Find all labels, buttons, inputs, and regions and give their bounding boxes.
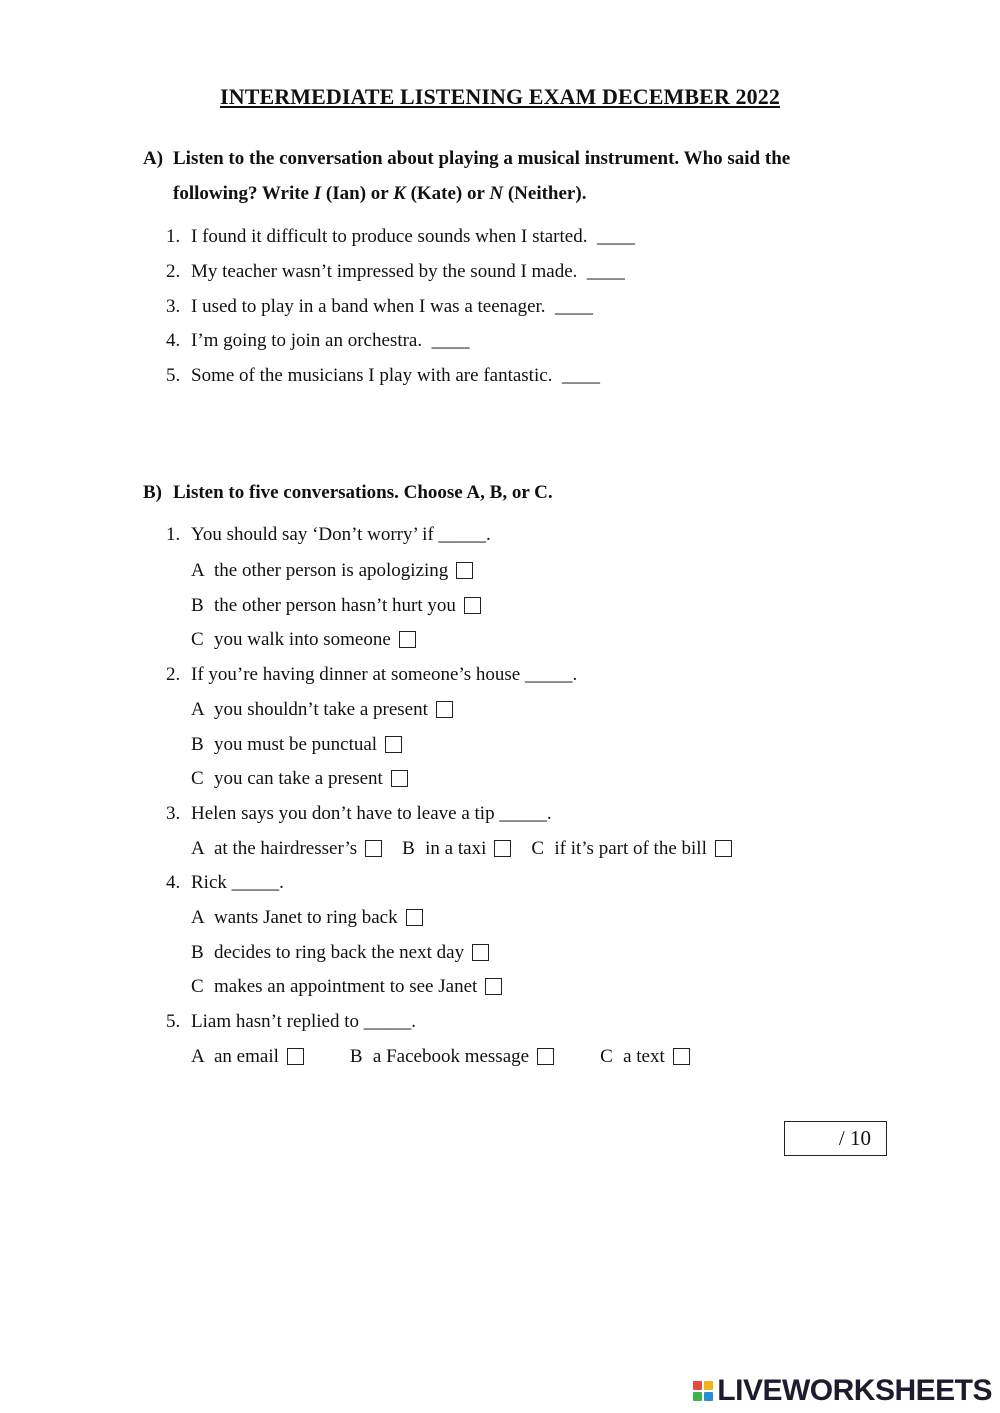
option-letter: C — [191, 976, 204, 997]
question-number: 5. — [166, 1011, 181, 1032]
question-text: You should say ‘Don’t worry’ if _____. — [191, 524, 491, 545]
checkbox[interactable] — [406, 909, 423, 926]
checkbox[interactable] — [485, 978, 502, 995]
option-text: wants Janet to ring back — [214, 907, 398, 928]
question-text: Helen says you don’t have to leave a tip _____. — [191, 803, 552, 824]
b-q4-option-c — [191, 976, 502, 998]
option-text: makes an appointment to see Janet — [214, 976, 478, 997]
a-item-4 — [166, 330, 470, 352]
question-number: 2. — [166, 664, 181, 685]
option-letter: C — [531, 838, 545, 859]
a-item-1 — [166, 226, 635, 248]
option-text: a text — [623, 1046, 665, 1067]
b-q2-option-c — [191, 768, 408, 790]
checkbox[interactable] — [399, 631, 416, 648]
checkbox[interactable] — [472, 944, 489, 961]
option-text: if it’s part of the bill — [554, 838, 707, 859]
logo-text: LIVEWORKSHEETS — [717, 1374, 992, 1407]
code-i: I — [313, 183, 322, 204]
item-text: I found it difficult to produce sounds when I started. — [191, 226, 588, 247]
kate-label: (Kate) or — [405, 183, 490, 204]
code-k: K — [393, 183, 406, 204]
logo-square — [704, 1381, 713, 1390]
b-q2-option-a — [191, 699, 453, 721]
section-a-heading — [143, 141, 790, 211]
b-question-2 — [166, 664, 577, 686]
item-text: I used to play in a band when I was a teenager. — [191, 296, 546, 317]
option-text: a Facebook message — [372, 1046, 530, 1067]
section-a-line1: Listen to the conversation about playing a musical instrument. Who said the — [173, 148, 791, 169]
b-question-1 — [166, 524, 491, 546]
option-text: an email — [214, 1046, 279, 1067]
option-text: in a taxi — [425, 838, 487, 859]
section-b-text: Listen to five conversations. Choose A, B, or C. — [173, 482, 553, 503]
option-text: the other person is apologizing — [214, 560, 449, 581]
item-number: 5. — [166, 365, 181, 386]
question-number: 3. — [166, 803, 181, 824]
section-a-letter: A) — [143, 148, 164, 169]
question-number: 4. — [166, 872, 181, 893]
b-q1-option-a — [191, 560, 473, 582]
option-text: you shouldn’t take a present — [214, 699, 428, 720]
b-q4-option-a — [191, 907, 423, 929]
checkbox[interactable] — [365, 840, 382, 857]
item-number: 4. — [166, 330, 181, 351]
b-question-3 — [166, 803, 552, 825]
a-item-5 — [166, 365, 600, 387]
option-letter: B — [402, 838, 415, 859]
a-item-2 — [166, 261, 625, 283]
option-letter: A — [191, 1046, 205, 1067]
option-letter: A — [191, 907, 205, 928]
logo-square — [704, 1392, 713, 1401]
item-number: 3. — [166, 296, 181, 317]
question-number: 1. — [166, 524, 181, 545]
answer-blank[interactable]: ____ — [561, 365, 600, 386]
checkbox[interactable] — [436, 701, 453, 718]
checkbox[interactable] — [715, 840, 732, 857]
b-q5-options — [191, 1046, 690, 1068]
liveworksheets-logo — [693, 1373, 992, 1409]
b-q1-option-b — [191, 595, 481, 617]
option-letter: B — [191, 595, 204, 616]
logo-square — [693, 1381, 702, 1390]
option-text: at the hairdresser’s — [214, 838, 358, 859]
checkbox[interactable] — [287, 1048, 304, 1065]
b-q4-option-b — [191, 942, 489, 964]
option-text: you must be punctual — [214, 734, 378, 755]
logo-square — [693, 1392, 702, 1401]
neither-label: (Neither). — [503, 183, 587, 204]
option-text: the other person hasn’t hurt you — [214, 595, 456, 616]
b-q3-options — [191, 838, 732, 860]
exam-title: INTERMEDIATE LISTENING EXAM DECEMBER 2022 — [220, 84, 780, 109]
section-b-letter: B) — [143, 482, 162, 503]
option-letter: A — [191, 699, 205, 720]
option-letter: A — [191, 560, 205, 581]
item-text: Some of the musicians I play with are fantastic. — [191, 365, 553, 386]
section-a-line2: following? Write — [173, 183, 314, 204]
option-letter: B — [191, 942, 204, 963]
checkbox[interactable] — [537, 1048, 554, 1065]
checkbox[interactable] — [385, 736, 402, 753]
ian-label: (Ian) or — [321, 183, 394, 204]
section-b-heading — [143, 475, 553, 510]
option-letter: C — [191, 629, 204, 650]
b-question-5 — [166, 1011, 416, 1033]
a-item-3 — [166, 296, 593, 318]
option-letter: C — [600, 1046, 613, 1067]
option-text: you can take a present — [214, 768, 383, 789]
checkbox[interactable] — [464, 597, 481, 614]
option-letter: A — [191, 838, 205, 859]
question-text: Rick _____. — [191, 872, 284, 893]
b-q2-option-b — [191, 734, 402, 756]
answer-blank[interactable]: ____ — [596, 226, 635, 247]
item-number: 2. — [166, 261, 181, 282]
item-text: My teacher wasn’t impressed by the sound I made. — [191, 261, 578, 282]
option-letter: C — [191, 768, 204, 789]
answer-blank[interactable]: ____ — [431, 330, 470, 351]
item-text: I’m going to join an orchestra. — [191, 330, 423, 351]
score-box: / 10 — [784, 1121, 887, 1156]
logo-icon — [693, 1381, 713, 1401]
option-text: you walk into someone — [214, 629, 391, 650]
checkbox[interactable] — [494, 840, 511, 857]
checkbox[interactable] — [673, 1048, 690, 1065]
option-text: decides to ring back the next day — [214, 942, 465, 963]
answer-blank[interactable]: ____ — [555, 296, 594, 317]
option-letter: B — [191, 734, 204, 755]
checkbox[interactable] — [456, 562, 473, 579]
item-number: 1. — [166, 226, 181, 247]
answer-blank[interactable]: ____ — [586, 261, 625, 282]
code-n: N — [489, 183, 504, 204]
question-text: If you’re having dinner at someone’s house _____. — [191, 664, 578, 685]
checkbox[interactable] — [391, 770, 408, 787]
option-letter: B — [349, 1046, 363, 1067]
b-question-4 — [166, 872, 284, 894]
question-text: Liam hasn’t replied to _____. — [191, 1011, 416, 1032]
b-q1-option-c — [191, 629, 416, 651]
